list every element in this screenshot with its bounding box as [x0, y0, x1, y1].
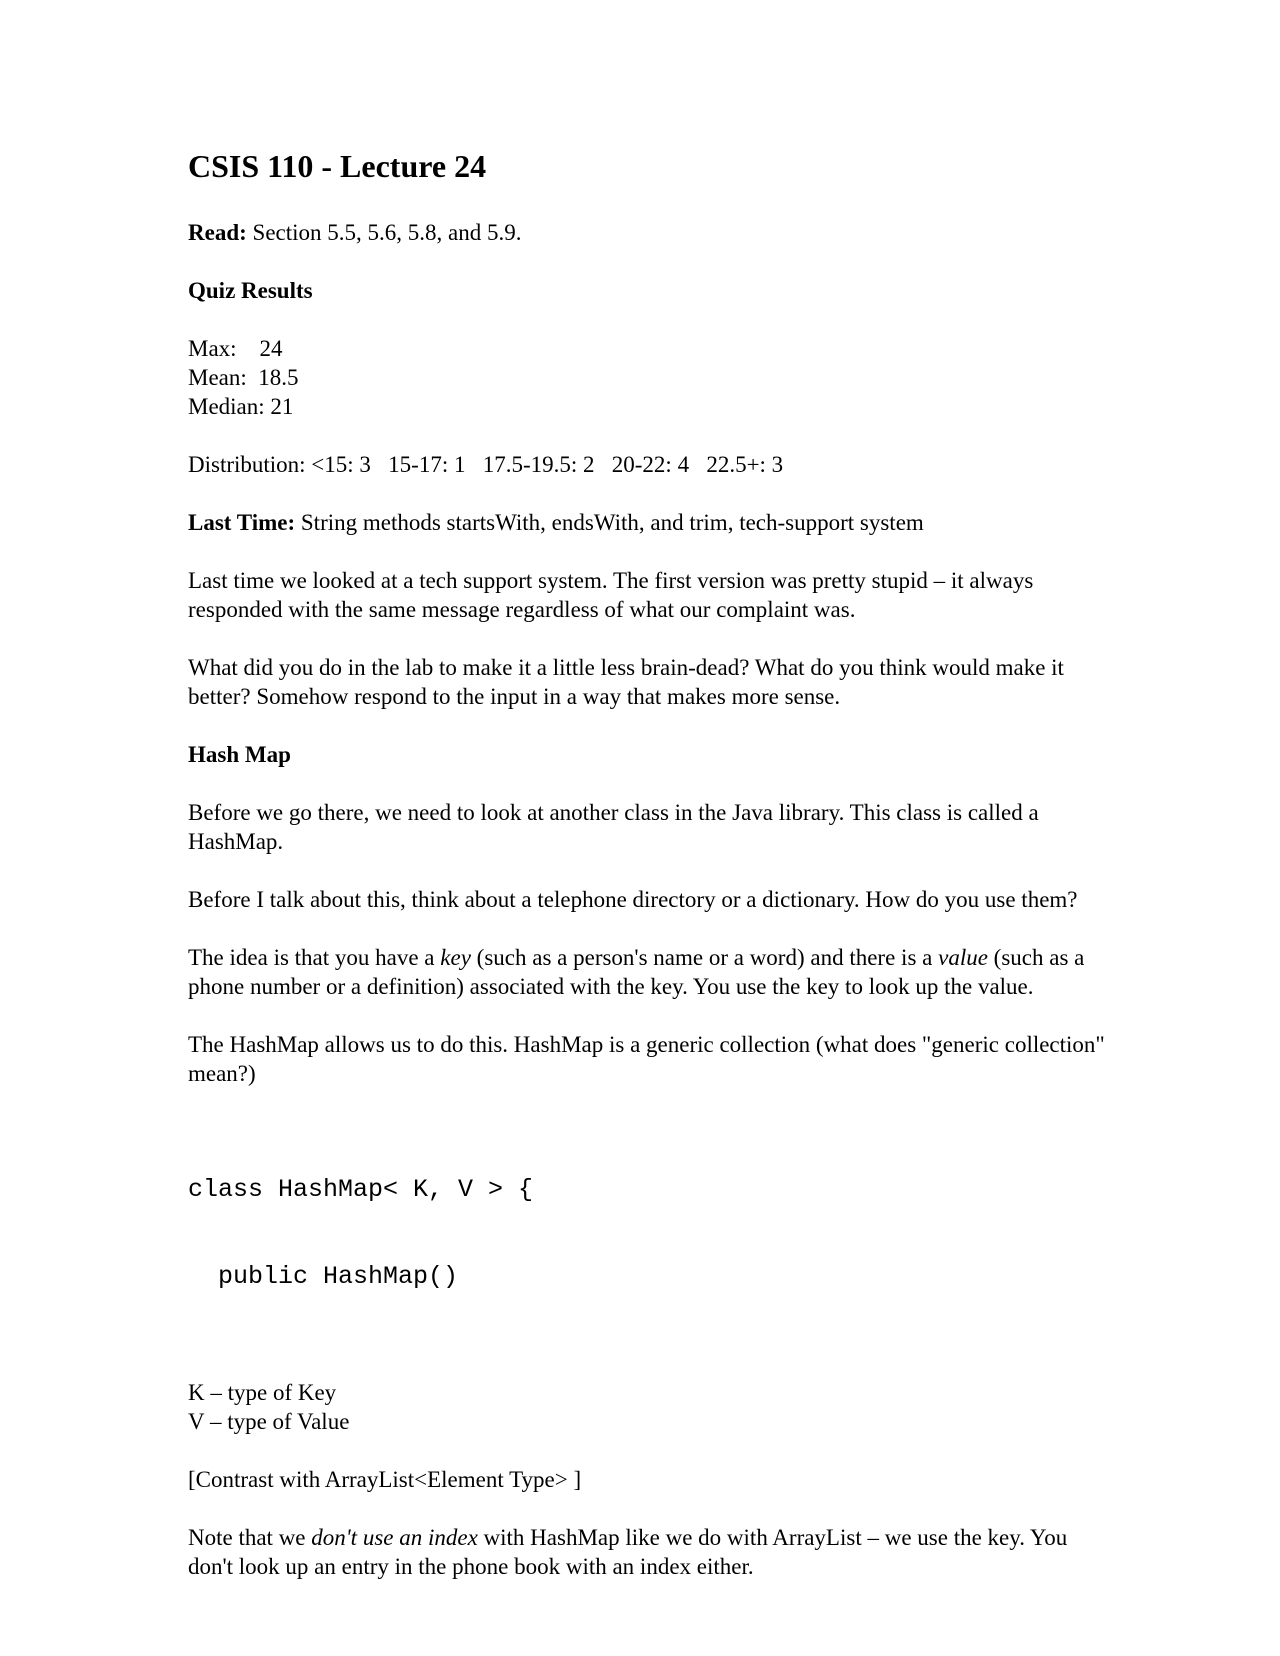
- paragraph-hashmap-intro: Before we go there, we need to look at another class in the Java library. This class is called a HashMap.: [188, 800, 1039, 854]
- read-line: [188, 218, 1108, 247]
- paragraph-index-note: [188, 1523, 1108, 1581]
- value-term: value: [938, 945, 988, 970]
- paragraph-directory-question: Before I talk about this, think about a telephone directory or a dictionary. How do you use them?: [188, 887, 1078, 912]
- contrast-note: [Contrast with ArrayList<Element Type> ]: [188, 1467, 582, 1492]
- paragraph-tech-support: Last time we looked at a tech support system. The first version was pretty stupid – it always responded with the same message regardless of what our complaint was.: [188, 568, 1034, 622]
- index-note-text-b: with HashMap like we do with ArrayList – we use the key. You don't look up an entry in the phone book with an index either.: [188, 1525, 1068, 1579]
- quiz-stat-mean: Mean: 18.5: [188, 365, 299, 390]
- key-value-text-a: The idea is that you have a: [188, 945, 441, 970]
- quiz-distribution: Distribution: <15: 3 15-17: 1 17.5-19.5: 2 20-22: 4 22.5+: 3: [188, 452, 784, 477]
- index-note-emphasis: don't use an index: [311, 1525, 478, 1550]
- type-parameters: [188, 1378, 1108, 1436]
- read-text: Section 5.5, 5.6, 5.8, and 5.9.: [246, 220, 522, 245]
- read-label: Read:: [188, 220, 247, 245]
- quiz-results-heading: Quiz Results: [188, 278, 313, 303]
- type-param-key: K – type of Key: [188, 1380, 337, 1405]
- key-value-text-c: (such as a phone number or a definition) associated with the key. You use the key to look up the value.: [188, 945, 1085, 999]
- key-value-text-b: (such as a person's name or a word) and there is a: [470, 945, 939, 970]
- quiz-stats: [188, 334, 1108, 421]
- quiz-stat-max: Max: 24: [188, 336, 283, 361]
- key-term: key: [440, 945, 471, 970]
- type-param-value: V – type of Value: [188, 1409, 350, 1434]
- code-line: public HashMap(): [188, 1262, 459, 1291]
- document-page: [188, 148, 1108, 1610]
- last-time-label: Last Time:: [188, 510, 296, 535]
- index-note-text-a: Note that we: [188, 1525, 312, 1550]
- quiz-stat-median: Median: 21: [188, 394, 294, 419]
- code-block: [188, 1117, 1108, 1349]
- code-line: class HashMap< K, V > {: [188, 1175, 534, 1204]
- last-time-line: [188, 508, 1108, 537]
- page-title: CSIS 110 - Lecture 24: [188, 148, 487, 184]
- paragraph-key-value: [188, 943, 1108, 1001]
- last-time-text: String methods startsWith, endsWith, and trim, tech-support system: [295, 510, 924, 535]
- hash-map-heading: Hash Map: [188, 742, 291, 767]
- paragraph-generic-collection: The HashMap allows us to do this. HashMap is a generic collection (what does "generic collection" mean?): [188, 1032, 1105, 1086]
- paragraph-lab-question: What did you do in the lab to make it a little less brain-dead? What do you think would make it better? Somehow respond to the input in a way that makes more sense.: [188, 655, 1064, 709]
